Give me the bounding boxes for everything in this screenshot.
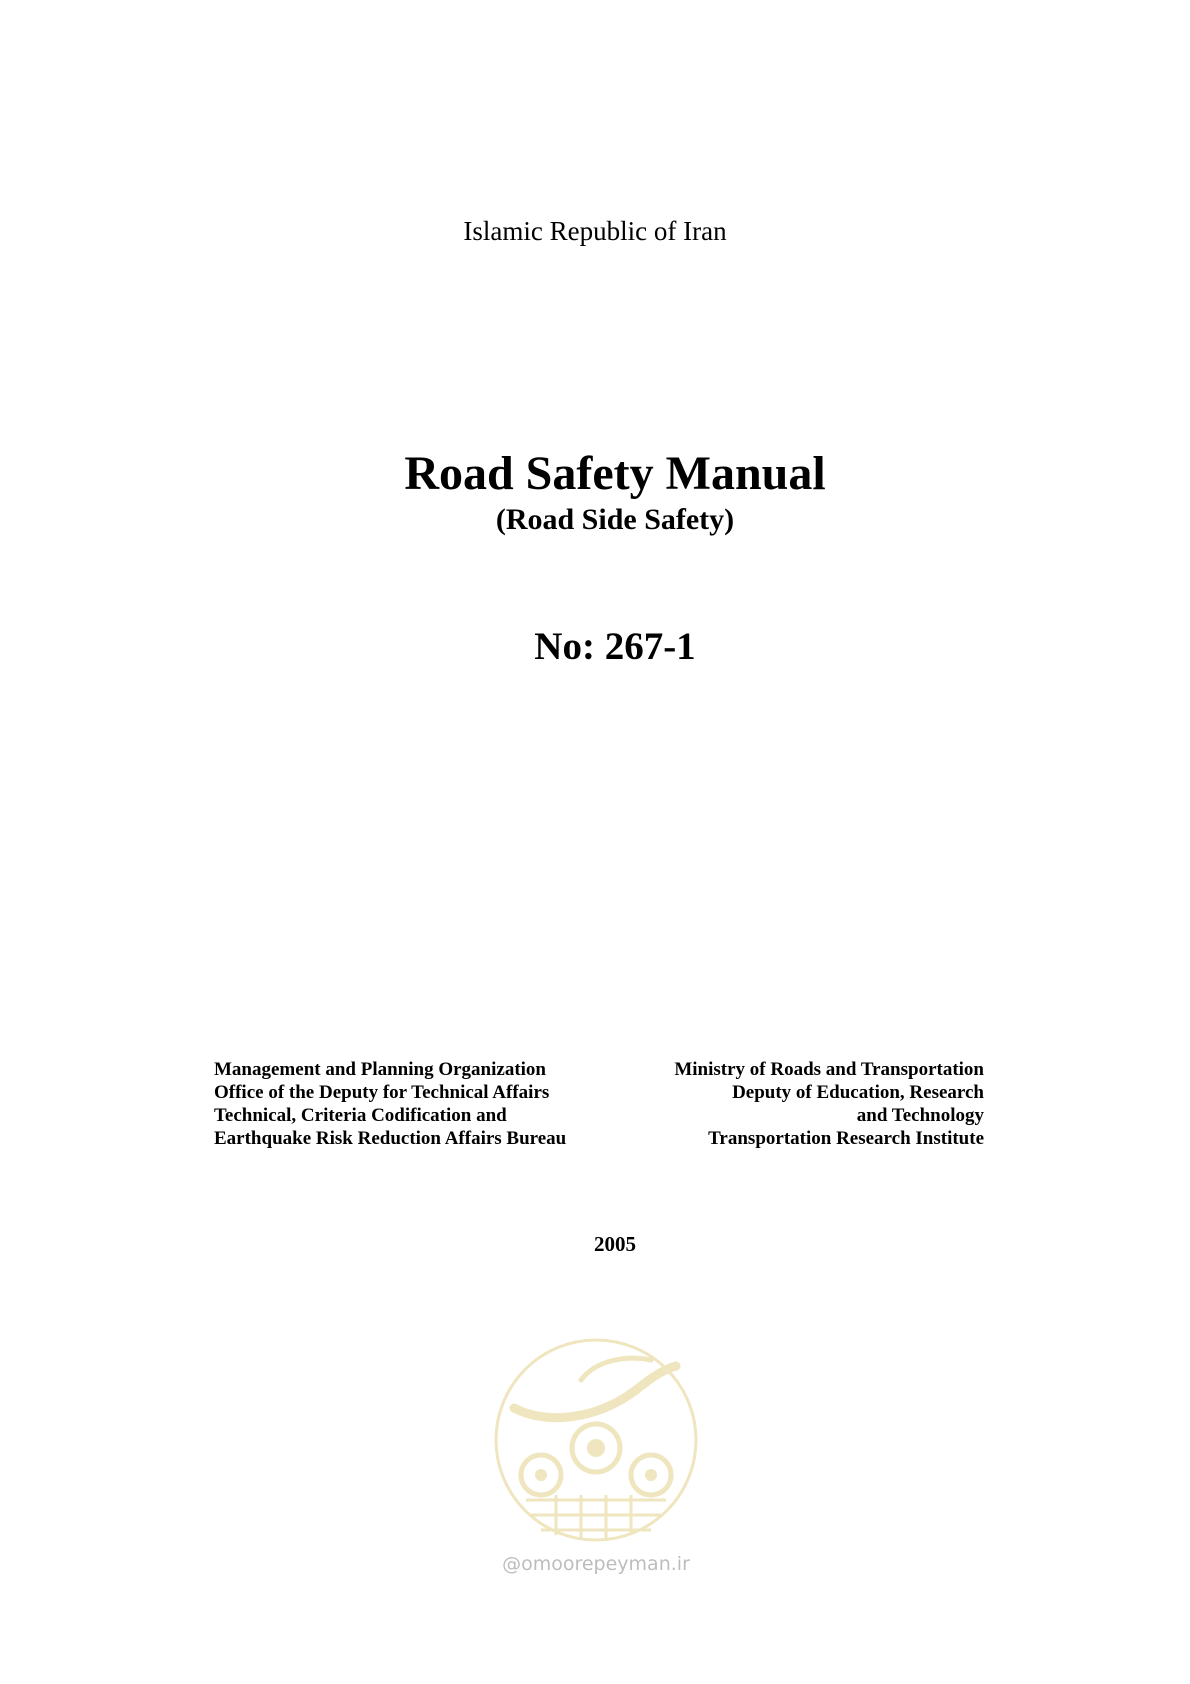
publisher-left-line: Management and Planning Organization: [214, 1059, 546, 1080]
document-subtitle: (Road Side Safety): [495, 503, 735, 536]
watermark-url: [496, 1552, 696, 1576]
publisher-left-line: Office of the Deputy for Technical Affairs: [214, 1082, 550, 1103]
document-number: No: 267-1: [534, 625, 696, 668]
watermark-logo-icon: [486, 1330, 706, 1580]
document-title: Road Safety Manual: [404, 447, 826, 500]
publisher-right-block: [674, 1058, 984, 1150]
watermark-url-text: omoorepeyman.ir: [521, 1553, 690, 1575]
country-name: Islamic Republic of Iran: [463, 216, 727, 246]
publisher-right-line: Transportation Research Institute: [708, 1128, 984, 1149]
publisher-right-line: Ministry of Roads and Transportation: [674, 1059, 984, 1080]
publisher-left-block: [214, 1058, 566, 1150]
publisher-right-line: Deputy of Education, Research: [732, 1082, 984, 1103]
at-icon: @: [502, 1553, 522, 1575]
publisher-right-line: and Technology: [856, 1105, 984, 1126]
publisher-left-line: Technical, Criteria Codification and: [214, 1105, 507, 1126]
publisher-left-line: Earthquake Risk Reduction Affairs Bureau: [214, 1128, 567, 1149]
publication-year: 2005: [594, 1232, 636, 1256]
